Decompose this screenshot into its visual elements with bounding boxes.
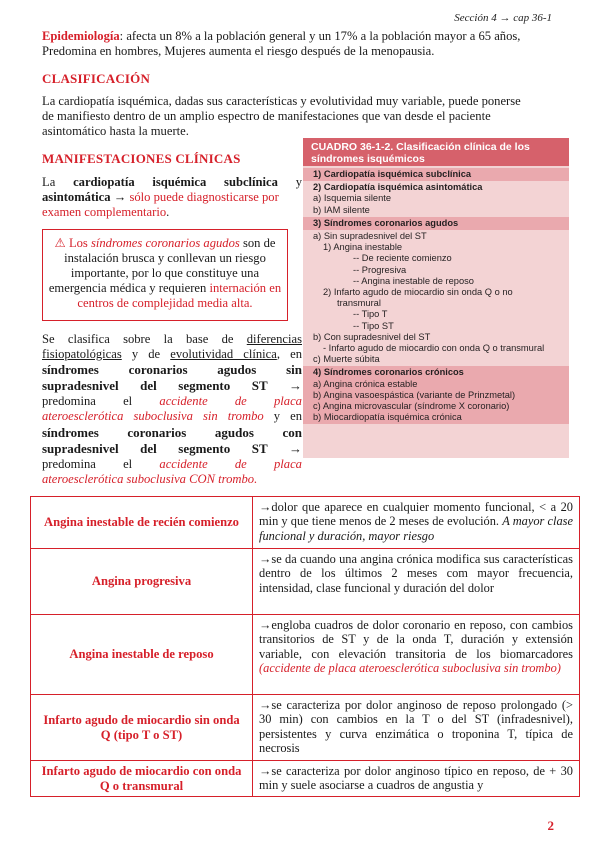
section-header: Sección 4 → cap 36-1 bbox=[454, 12, 552, 24]
classification-table-image bbox=[303, 138, 569, 458]
table-value: →se da cuando una angina crónica modifica sus características dentro de los últimos 2 meses com mayor frecuencia, intensidad, clase funcional y duración del dolor bbox=[253, 549, 580, 615]
alert-internment: internación en centros de complejidad media alta. bbox=[77, 281, 282, 310]
classify-line-9: predomina el accidente de placa bbox=[42, 457, 302, 471]
subclinical-line-1: La cardiopatía isquémica subclínica y bbox=[42, 175, 303, 189]
warning-icon-text: ⚠ Los bbox=[54, 236, 91, 250]
table-row bbox=[31, 761, 580, 797]
cuadro-section-3-header: 3) Síndromes coronarios agudos bbox=[303, 217, 569, 230]
classify-line-6: ateroesclerótica suboclusiva sin trombo y en bbox=[42, 409, 302, 423]
subclinical-line-3: examen complementario. bbox=[42, 205, 170, 219]
epidemiology-label: Epidemiología bbox=[42, 29, 120, 43]
page-number: 2 bbox=[547, 818, 554, 833]
table-row bbox=[31, 695, 580, 761]
classify-line-4: supradesnivel del segmento ST → bbox=[42, 378, 302, 393]
classification-line-3: asintomático hasta la muerte. bbox=[42, 124, 189, 138]
classify-line-5: predomina el accidente de placa bbox=[42, 394, 302, 408]
epidemiology-text-1: : afecta un 8% a la población general y un 17% a la población mayor a 65 años, bbox=[119, 29, 521, 43]
classify-line-7: síndromes coronarios agudos con bbox=[42, 425, 302, 440]
cuadro-title: CUADRO 36-1-2. Clasificación clínica de los síndromes isquémicos bbox=[303, 138, 569, 166]
alert-box bbox=[42, 229, 288, 321]
table-row bbox=[31, 549, 580, 615]
classify-line-3: síndromes coronarios agudos sin bbox=[42, 362, 302, 377]
classification-heading: CLASIFICACIÓN bbox=[42, 71, 151, 86]
epidemiology-line-1 bbox=[42, 29, 562, 44]
cuadro-section-4: 4) Síndromes coronarios crónicos a) Angina crónica estable b) Angina vasoespástica (variante de Prinzmetal) c) Angina microvascular (síndrome X coronario) b) Miocardiopatía isquémica crónica bbox=[303, 366, 569, 424]
table-key: Angina progresiva bbox=[31, 549, 253, 615]
table-row bbox=[31, 497, 580, 549]
table-value: →se caracteriza por dolor anginoso típico en reposo, de + 30 min y suele asociarse a cuadros de angustia y bbox=[253, 761, 580, 797]
cuadro-section-3: a) Sin supradesnivel del ST 1) Angina inestable -- De reciente comienzo -- Progresiva -- Angina inestable de reposo 2) Infarto agudo de miocardio sin onda Q o no transmural -- Tipo T -- Tipo ST b) Con supradesnivel del ST - Infarto agudo de miocardio con onda Q o transmural c) Muerte súbita bbox=[313, 231, 545, 365]
cuadro-section-1: 1) Cardiopatía isquémica subclínica bbox=[303, 168, 569, 181]
table-key: Angina inestable de reposo bbox=[31, 615, 253, 695]
angina-types-table bbox=[30, 496, 580, 797]
classify-line-1: Se clasifica sobre la base de diferencias bbox=[42, 332, 302, 346]
table-key: Angina inestable de recién comienzo bbox=[31, 497, 253, 549]
table-value: →engloba cuadros de dolor coronario en reposo, con cambios transitorios de ST y de la onda T, duración y extensión variable, con elevación transitoria de los biomarcadores (accidente de placa ateroesclerótica suboclusiva sin trombo) bbox=[253, 615, 580, 695]
classify-line-8: supradesnivel del segmento ST → bbox=[42, 441, 302, 456]
table-value: →dolor que aparece en cualquier momento funcional, < a 20 min y que tiene menos de 2 meses de evolución. A mayor clase funcional y duración, mayor riesgo bbox=[253, 497, 580, 549]
alert-body: son de instalación brusca y conllevan un riesgo importante, por lo que constituye una emergencia médica y requieren bbox=[48, 236, 276, 295]
table-value: →se caracteriza por dolor anginoso de reposo prolongado (> 30 min) con cambios en la T o del ST (infradesnivel), persistentes y curva enzimática o troponina T, típica de necrosis bbox=[253, 695, 580, 761]
epidemiology-line-2: Predomina en hombres, Mujeres aumenta el riesgo después de la menopausia. bbox=[42, 44, 435, 58]
classification-line-2: de manifiesto dentro de un amplio espectro de manifestaciones que van desde el paciente bbox=[42, 109, 491, 123]
table-row bbox=[31, 615, 580, 695]
table-key: Infarto agudo de miocardio con onda Q o transmural bbox=[31, 761, 253, 797]
table-key: Infarto agudo de miocardio sin onda Q (tipo T o ST) bbox=[31, 695, 253, 761]
cuadro-section-2: 2) Cardiopatía isquémica asintomática a) Isquemia silente b) IAM silente bbox=[313, 182, 483, 215]
alert-acute-syndromes: síndromes coronarios agudos bbox=[90, 236, 240, 250]
classify-line-10: ateroesclerótica suboclusiva CON trombo. bbox=[42, 472, 258, 486]
manifestations-heading: MANIFESTACIONES CLÍNICAS bbox=[42, 151, 241, 166]
subclinical-line-2: asintomática → sólo puede diagnosticarse por bbox=[42, 190, 279, 204]
classification-line-1: La cardiopatía isquémica, dadas sus características y evolutividad muy variable, puede ponerse bbox=[42, 94, 521, 108]
classify-line-2: fisiopatológicas y de evolutividad clínica, en bbox=[42, 347, 302, 361]
